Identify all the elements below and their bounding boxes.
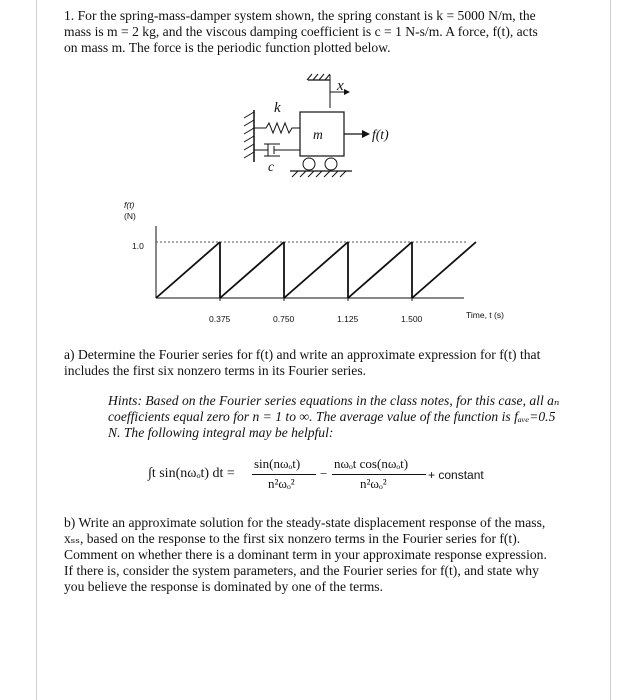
x-tick-label: 0.750 (273, 314, 295, 324)
label-m: m (313, 127, 323, 142)
intro-line-2: mass is m = 2 kg, and the viscous damping coefficient is c = 1 N-s/m. A force, f(t), acts (64, 24, 538, 39)
intro-line-1: 1. For the spring-mass-damper system shown, the spring constant is k = 5000 N/m, the (64, 8, 536, 23)
x-tick-label: 1.500 (401, 314, 423, 324)
chart-xlabel: Time, t (s) (466, 310, 504, 320)
equation-frac1-den: n²ωₒ² (268, 476, 295, 491)
label-c: c (268, 159, 275, 174)
part-a-line-2: includes the first six nonzero terms in its Fourier series. (64, 363, 367, 378)
part-b-line-3: Comment on whether there is a dominant term in your approximate response expression. (64, 547, 547, 562)
hint-line-3: N. The following integral may be helpful: (108, 425, 334, 440)
hint-line-2: coefficients equal zero for n = 1 to ∞. The average value of the function is fₐᵥₑ=0.5 (108, 409, 556, 424)
chart-ylabel-line1: f(t) (124, 200, 135, 210)
equation-frac1-bar (252, 474, 316, 475)
x-tick-label: 0.375 (209, 314, 231, 324)
chart-y-tick-label: 1.0 (132, 241, 144, 251)
hint-line-1: Hints: Based on the Fourier series equations in the class notes, for this case, all aₙ (108, 393, 560, 408)
series-segment (156, 242, 220, 298)
series-segment (220, 242, 284, 298)
series-segment (412, 242, 476, 298)
part-b-line-1: b) Write an approximate solution for the steady-state displacement response of the mass, (64, 515, 546, 530)
equation-minus: − (320, 466, 328, 481)
equation-frac1-num: sin(nωₒt) (254, 456, 301, 471)
part-b-line-4: If there is, consider the system parameters, and the Fourier series for f(t), and state why (64, 563, 539, 578)
x-tick-label: 1.125 (337, 314, 359, 324)
label-force: f(t) (372, 127, 389, 142)
equation-frac2-num: nωₒt cos(nωₒt) (334, 456, 409, 471)
equation-tail: + constant (428, 468, 484, 482)
series-segment (284, 242, 348, 298)
label-x: x (337, 78, 344, 94)
equation-frac2-bar (332, 474, 426, 475)
equation-frac2-den: n²ωₒ² (360, 476, 387, 491)
series-segment (348, 242, 412, 298)
intro-line-3: on mass m. The force is the periodic function plotted below. (64, 40, 391, 55)
part-b-line-2: xₛₛ, based on the response to the first six nonzero terms in the Fourier series for f(t). (64, 531, 521, 546)
label-k: k (274, 100, 281, 116)
chart-ylabel-line2: (N) (124, 211, 136, 221)
equation-lhs: ∫t sin(nωₒt) dt = (148, 466, 235, 481)
part-b-line-5: you believe the response is dominated by one of the terms. (64, 579, 383, 594)
part-a-line-1: a) Determine the Fourier series for f(t) and write an approximate expression for f(t) that (64, 347, 541, 362)
